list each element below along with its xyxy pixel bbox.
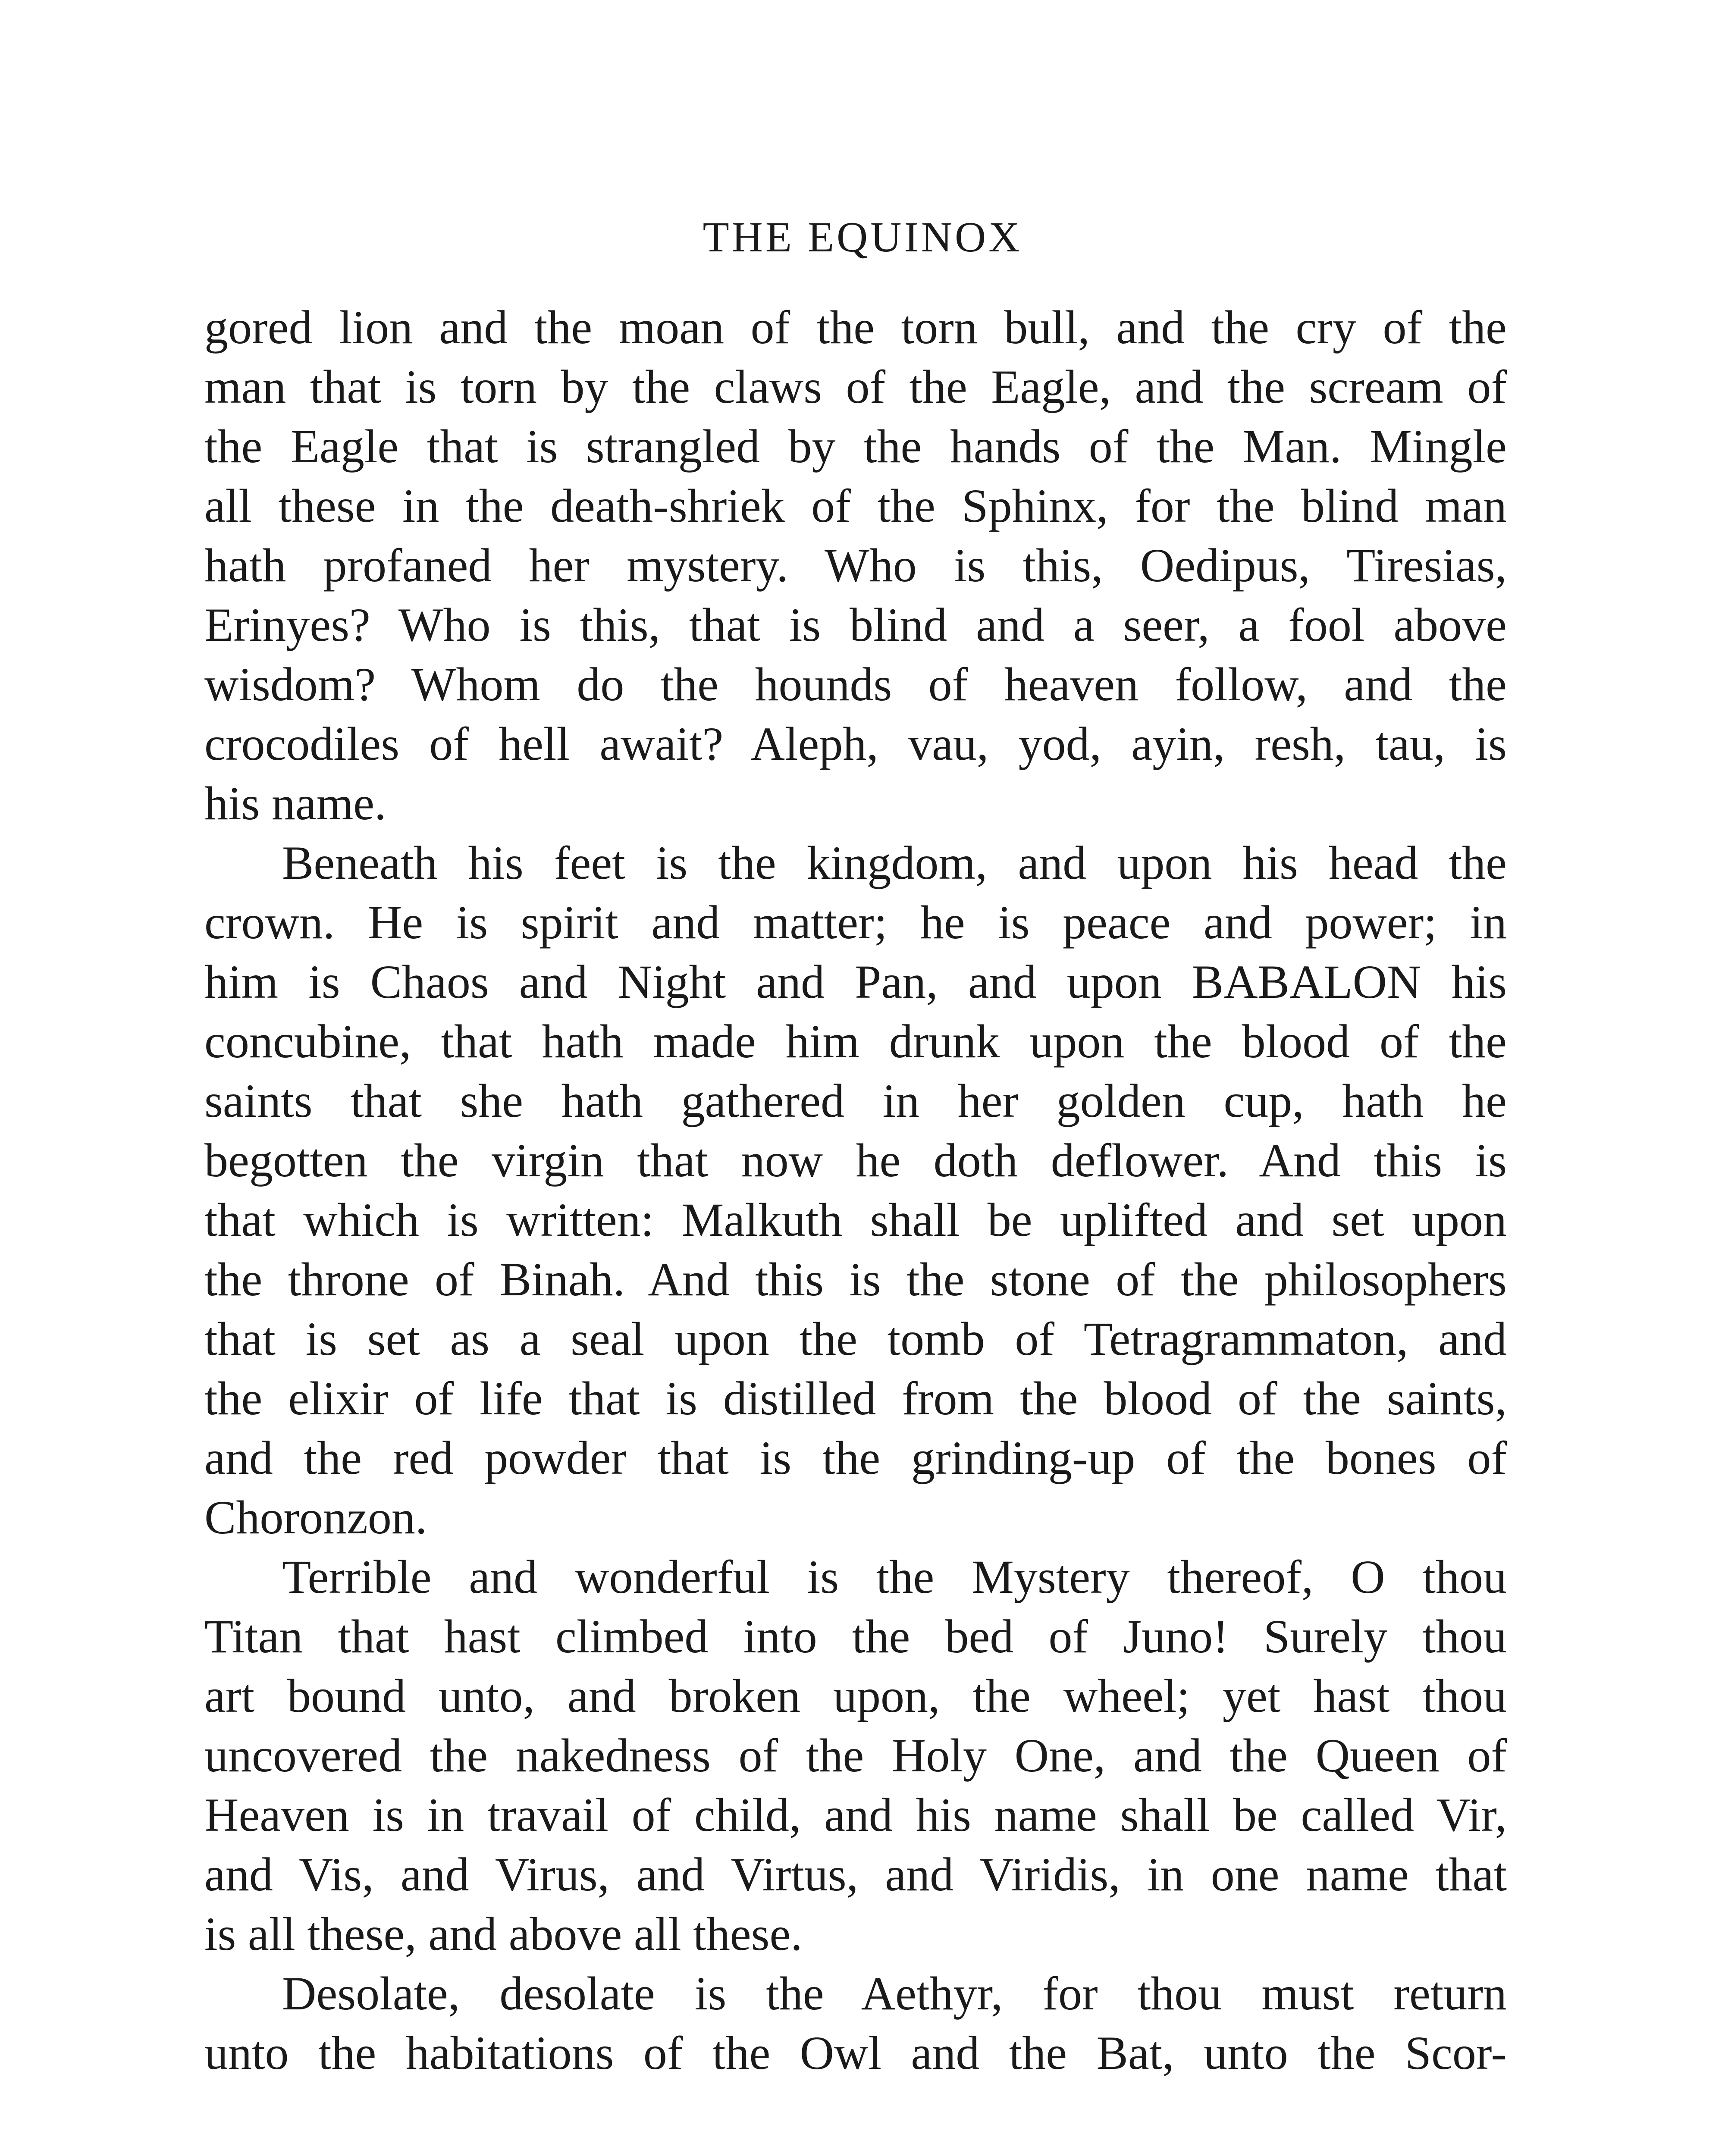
text-line: saints that she hath gathered in her golden cup, hath he	[204, 1075, 1507, 1127]
body-text	[204, 298, 1507, 2083]
text-line: all these in the death-shriek of the Sphinx, for the blind man	[204, 479, 1507, 532]
text-line: him is Chaos and Night and Pan, and upon BABALON his	[204, 956, 1507, 1008]
text-line: Titan that hast climbed into the bed of Juno! Surely thou	[204, 1610, 1507, 1663]
paragraph-first-line: Desolate, desolate is the Aethyr, for thou must return	[282, 1967, 1507, 2020]
running-head: THE EQUINOX	[703, 213, 1022, 261]
text-line: that is set as a seal upon the tomb of Tetragrammaton, and	[204, 1313, 1507, 1365]
text-line: Erinyes? Who is this, that is blind and a seer, a fool above	[204, 599, 1507, 651]
text-line: art bound unto, and broken upon, the wheel; yet hast thou	[204, 1670, 1507, 1722]
paragraph-first-line: Terrible and wonderful is the Mystery thereof, O thou	[282, 1551, 1507, 1603]
text-line: Heaven is in travail of child, and his name shall be called Vir,	[204, 1789, 1507, 1841]
text-line: concubine, that hath made him drunk upon the blood of the	[204, 1015, 1507, 1068]
text-line: that which is written: Malkuth shall be uplifted and set upon	[204, 1194, 1507, 1246]
text-line: the throne of Binah. And this is the stone of the philosophers	[204, 1253, 1507, 1306]
paragraph-first-line: Beneath his feet is the kingdom, and upon his head the	[282, 837, 1507, 889]
text-line: Choronzon.	[204, 1491, 427, 1544]
text-line: the Eagle that is strangled by the hands of the Man. Mingle	[204, 420, 1507, 473]
text-line: and Vis, and Virus, and Virtus, and Viridis, in one name that	[204, 1848, 1507, 1901]
text-line: the elixir of life that is distilled from the blood of the saints,	[204, 1372, 1507, 1425]
text-line: hath profaned her mystery. Who is this, Oedipus, Tiresias,	[204, 539, 1507, 592]
text-line: his name.	[204, 777, 386, 830]
text-line: and the red powder that is the grinding-up of the bones of	[204, 1432, 1507, 1484]
text-line: wisdom? Whom do the hounds of heaven follow, and the	[204, 658, 1507, 711]
text-line: crown. He is spirit and matter; he is peace and power; in	[204, 896, 1507, 949]
text-line: begotten the virgin that now he doth deflower. And this is	[204, 1134, 1507, 1187]
text-line: uncovered the nakedness of the Holy One, and the Queen of	[204, 1729, 1507, 1782]
text-line: man that is torn by the claws of the Eagle, and the scream of	[204, 360, 1507, 413]
text-line: is all these, and above all these.	[204, 1908, 803, 1960]
text-line: gored lion and the moan of the torn bull, and the cry of the	[204, 301, 1507, 354]
text-line: unto the habitations of the Owl and the Bat, unto the Scor-	[204, 2027, 1507, 2079]
text-line: crocodiles of hell await? Aleph, vau, yod, ayin, resh, tau, is	[204, 718, 1507, 770]
